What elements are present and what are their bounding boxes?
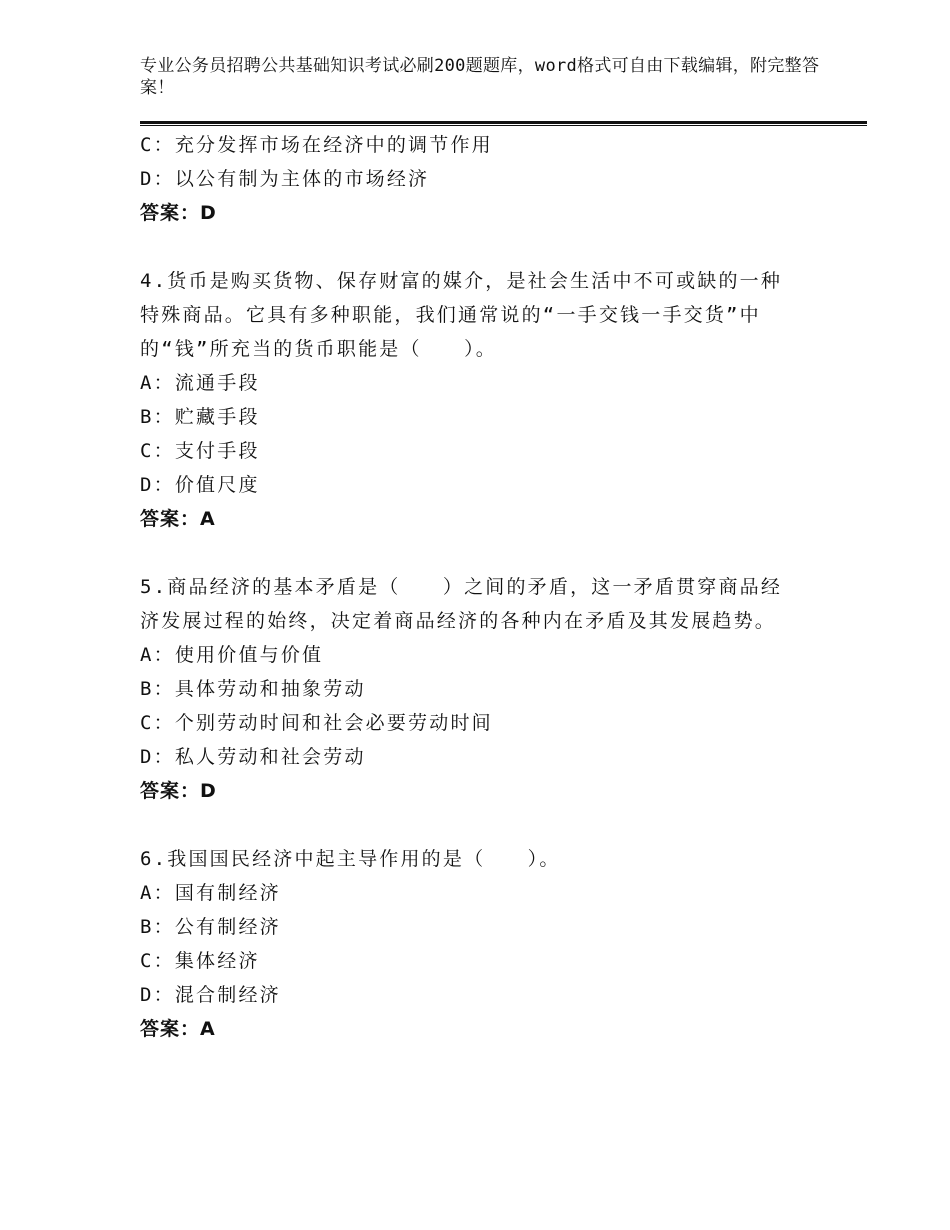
- answer-label: 答案：D: [140, 202, 217, 224]
- answer-label: 答案：A: [140, 1018, 216, 1040]
- answer-label: 答案：D: [140, 780, 217, 802]
- option-b: B：贮藏手段: [140, 406, 260, 428]
- question-stem: 4.货币是购买货物、保存财富的媒介，是社会生活中不可或缺的一种特殊商品。它具有多种职能，我们通常说的“一手交钱一手交货”中的“钱”所充当的货币职能是（ ）。: [140, 270, 783, 360]
- option-b: B：公有制经济: [140, 916, 281, 938]
- answer-label: 答案：A: [140, 508, 216, 530]
- question-list: [140, 128, 820, 1046]
- question-stem: 5.商品经济的基本矛盾是（ ）之间的矛盾，这一矛盾贯穿商品经济发展过程的始终，决定着商品经济的各种内在矛盾及其发展趋势。: [140, 576, 783, 632]
- question-6: [140, 842, 820, 1046]
- header-divider: [140, 121, 867, 126]
- option-d: D：价值尺度: [140, 474, 260, 496]
- spacer: [140, 536, 820, 570]
- option-c: C：支付手段: [140, 440, 260, 462]
- spacer: [140, 808, 820, 842]
- question-stem: 6.我国国民经济中起主导作用的是（ ）。: [140, 848, 561, 870]
- page-header: 专业公务员招聘公共基础知识考试必刷200题题库，word格式可自由下载编辑，附完整答案！: [140, 56, 820, 98]
- option-d: D：混合制经济: [140, 984, 281, 1006]
- spacer: [140, 230, 820, 264]
- option-d: D：私人劳动和社会劳动: [140, 746, 366, 768]
- option-a: A：国有制经济: [140, 882, 281, 904]
- option-c: C：集体经济: [140, 950, 260, 972]
- question-4: [140, 264, 820, 536]
- question-3-tail: [140, 128, 820, 230]
- option-a: A：流通手段: [140, 372, 260, 394]
- option-a: A：使用价值与价值: [140, 644, 324, 666]
- option-c: C：充分发挥市场在经济中的调节作用: [140, 134, 493, 156]
- option-d: D：以公有制为主体的市场经济: [140, 168, 430, 190]
- option-b: B：具体劳动和抽象劳动: [140, 678, 366, 700]
- question-5: [140, 570, 820, 808]
- option-c: C：个别劳动时间和社会必要劳动时间: [140, 712, 493, 734]
